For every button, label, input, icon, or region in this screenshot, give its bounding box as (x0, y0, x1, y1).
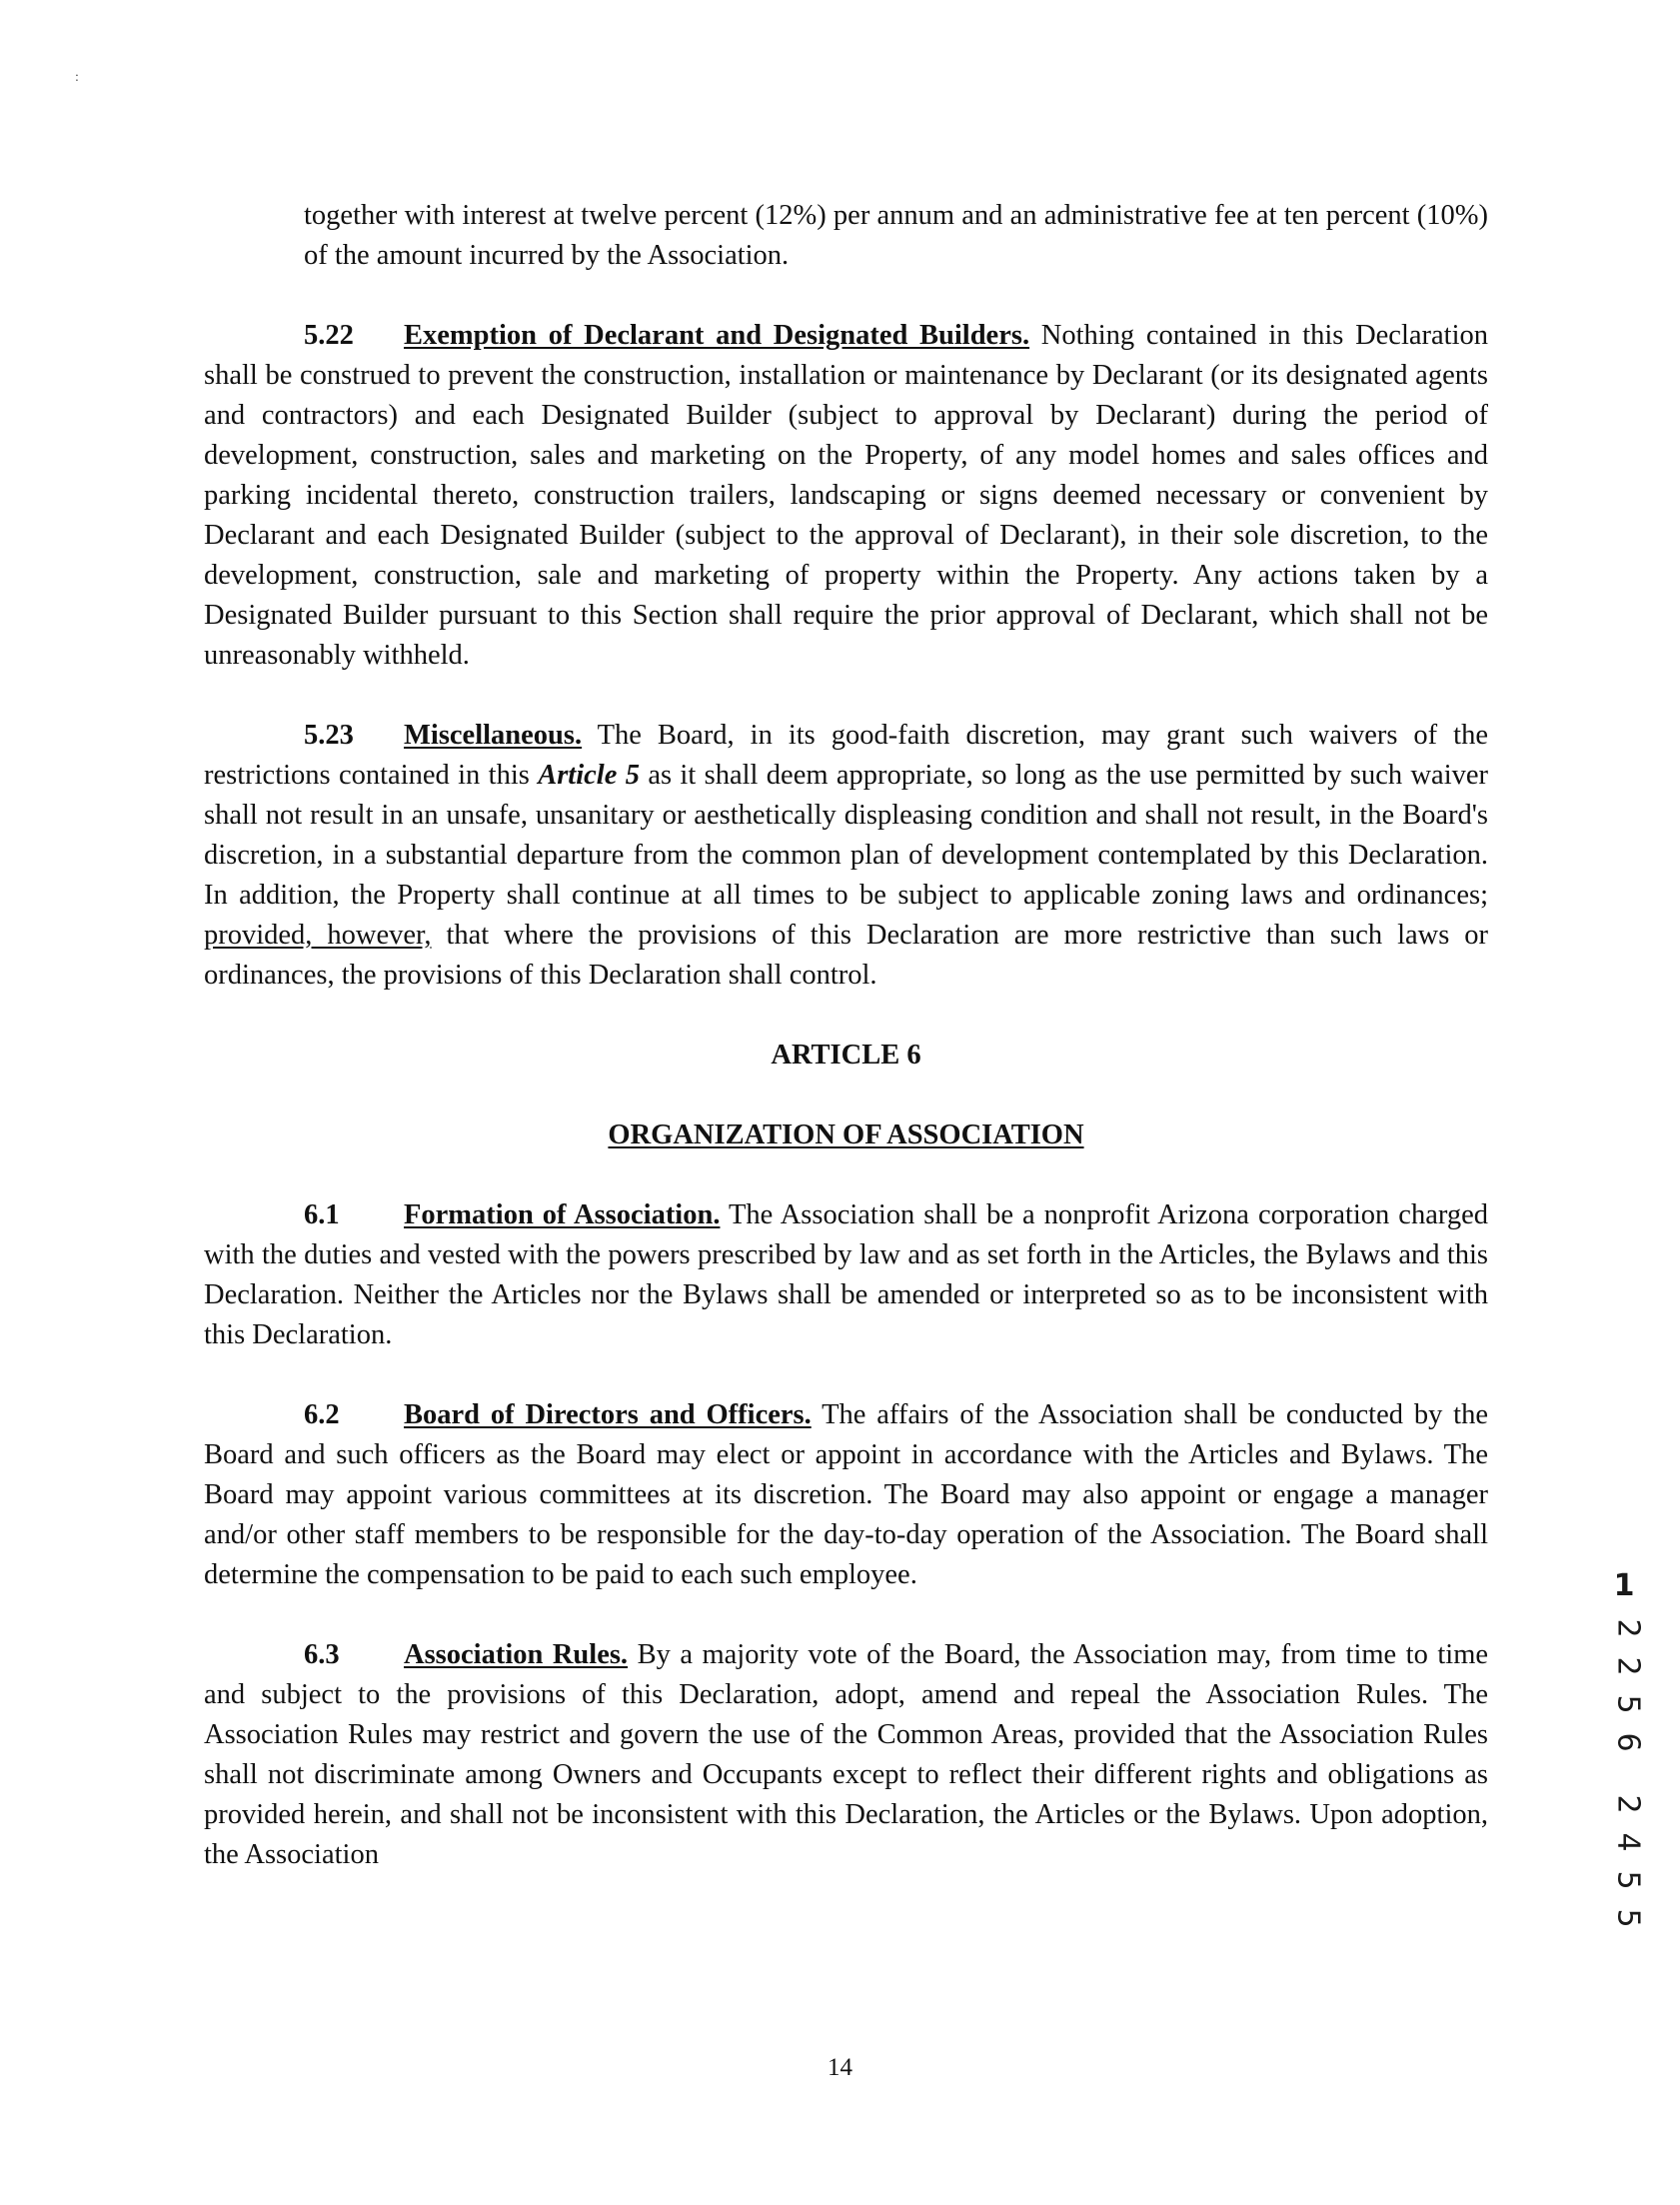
stamp-digit: 2 (1611, 1794, 1646, 1814)
section-title: Board of Directors and Officers. (404, 1399, 812, 1430)
continuation-paragraph (204, 196, 1488, 276)
document-body (204, 196, 1488, 1875)
stamp-digit: 5 (1611, 1694, 1646, 1714)
section-6-2 (204, 1395, 1488, 1595)
stray-mark: : (75, 70, 79, 85)
page-number: 14 (828, 2054, 852, 2081)
section-number: 6.2 (304, 1399, 340, 1430)
section-title: Association Rules. (404, 1639, 629, 1670)
section-text: By a majority vote of the Board, the Association may, from time to time and subject to the provisions of this Declaration, adopt, amend and repeal the Association Rules. The Association Rules may restrict and govern the use of the Common Areas, provided that the Association Rules shall not discriminate among Owners and Occupants except to reflect their different rights and obligations as provided herein, and shall not be inconsistent with this Declaration, the Articles or the Bylaws. Upon adoption, the Association (204, 1639, 1489, 1870)
section-number: 6.1 (304, 1199, 340, 1230)
stamp-digit: 5 (1611, 1870, 1646, 1890)
section-number: 5.23 (304, 720, 354, 751)
section-6-1 (204, 1195, 1488, 1355)
section-title: Miscellaneous. (404, 720, 583, 751)
section-text: The affairs of the Association shall be conducted by the Board and such officers as the Board may elect or appoint in accordance with the Articles and Bylaws. The Board may appoint various committees at its discretion. The Board may also appoint or engage a manager and/or other staff members to be responsible for the day-to-day operation of the Association. The Board shall determine the compensation to be paid to each such employee. (204, 1399, 1488, 1590)
section-text: Nothing contained in this Declaration shall be construed to prevent the construction, installation or maintenance by Declarant (or its designated agents and contractors) and each Designated Builder (subject to approval by Declarant) during the period of development, construction, sales and marketing on the Property, of any model homes and sales offices and parking incidental thereto, construction trailers, landscaping or signs deemed necessary or convenient by Declarant and each Designated Builder (subject to the approval of Declarant), in their sole discretion, to the development, construction, sale and marketing of property within the Property. Any actions taken by a Designated Builder pursuant to this Section shall require the prior approval of Declarant, which shall not be unreasonably withheld. (204, 320, 1488, 671)
section-title: Formation of Association. (404, 1199, 721, 1230)
section-text: that where the provisions of this Declaration are more restrictive than such laws or ordinances, the provisions of this Declaration shall control. (204, 920, 1489, 991)
article-reference: Article 5 (538, 760, 640, 791)
section-5-22 (204, 316, 1488, 676)
section-text: as it shall deem appropriate, so long as the use permitted by such waiver shall not result in an unsafe, unsanitary or aesthetically displeasing condition and shall not result, in the Board's discretion, in a substantial departure from the common plan of development contemplated by this Declaration. In addition, the Property shall continue at all times to be subject to applicable zoning laws and ordinances; (204, 760, 1489, 911)
stamp-digit: 6 (1611, 1732, 1646, 1752)
recording-stamp (1604, 1568, 1646, 1937)
continuation-text: together with interest at twelve percent (12%) per annum and an administrative fee at ten percent (10%) of the amount incurred by the Association. (304, 200, 1488, 271)
section-text: The Association shall be a nonprofit Arizona corporation charged with the duties and vested with the powers prescribed by law and as set forth in the Articles, the Bylaws and this Declaration. Neither the Articles nor the Bylaws shall be amended or interpreted so as to be inconsistent with this Declaration. (204, 1199, 1488, 1350)
stamp-digit: 5 (1611, 1908, 1646, 1928)
section-text: The Board, in its good-faith discretion, may grant such waivers of the restrictions contained in this (204, 720, 1488, 791)
stamp-digit: 2 (1611, 1656, 1646, 1676)
section-5-23 (204, 716, 1488, 996)
provided-however: provided, however, (204, 920, 432, 951)
stamp-digit: 4 (1611, 1832, 1646, 1852)
section-6-3 (204, 1635, 1488, 1875)
section-title: Exemption of Declarant and Designated Builders. (404, 320, 1030, 351)
section-number: 6.3 (304, 1639, 340, 1670)
article-subheading: ORGANIZATION OF ASSOCIATION (608, 1119, 1084, 1150)
article-heading: ARTICLE 6 (771, 1040, 921, 1071)
stamp-digit: 1 (1613, 1568, 1635, 1603)
section-number: 5.22 (304, 320, 354, 351)
stamp-digit: 2 (1611, 1618, 1646, 1638)
